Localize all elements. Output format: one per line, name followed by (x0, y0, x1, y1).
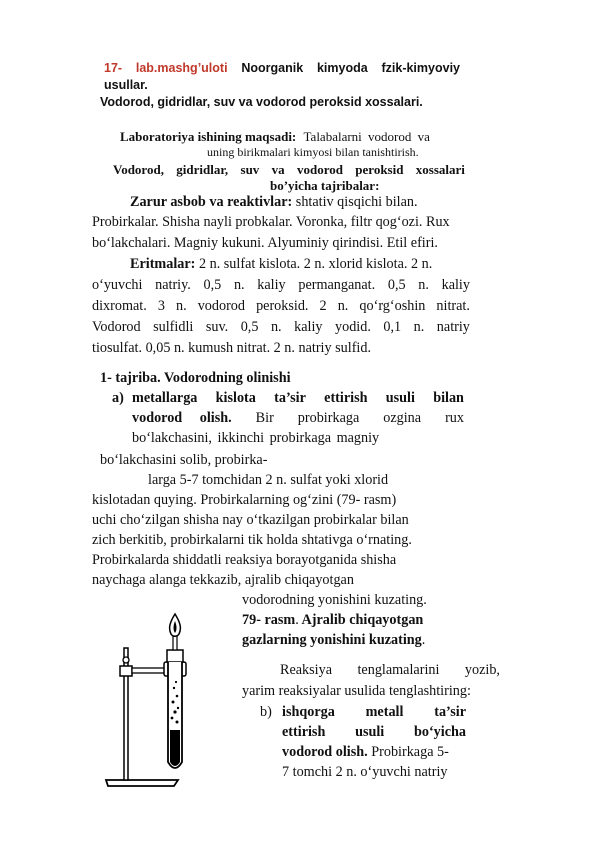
item-a-word: ozgina (383, 410, 422, 426)
figure-caption-1: 79- rasm. Ajralib chiqayotgan (242, 612, 424, 628)
equipment-line-1 (130, 194, 418, 211)
reagents-line-1 (130, 256, 432, 273)
item-a-line-3: bo‘lakchasini, ikkinchi probirkaga magniy (132, 430, 380, 446)
heading-word: vodorod (296, 162, 343, 177)
heading-word: gidridlar, (176, 162, 229, 177)
topic-word-1: Noorganik (241, 61, 304, 75)
reagent-word: natriy. (155, 277, 191, 293)
reagent-word: suv. (205, 319, 229, 335)
lab-label: lab.mashg’uloti (135, 61, 228, 75)
reaction-word: tenglamalarini (357, 662, 440, 678)
experiments-heading-line-1 (113, 161, 465, 178)
reagent-word: vodorod (197, 298, 245, 314)
experiment-1-heading: 1- tajriba. Vodorodning olinishi (100, 370, 291, 386)
reagents-label: Eritmalar: (130, 256, 196, 272)
heading-word: peroksid (355, 162, 404, 177)
reagent-word: 0,1 (383, 319, 402, 335)
item-a-word: Bir (255, 410, 274, 426)
item-a-line-1 (132, 390, 464, 407)
reagent-word: n. (413, 319, 425, 335)
equipment-label: Zarur asbob va reaktivlar: (130, 194, 293, 210)
reagent-word: n. (176, 298, 187, 314)
item-a-word: rux (445, 410, 464, 426)
topic-word-2: kimyoda (316, 61, 368, 75)
topic-word-3: fzik-kimyoviy (381, 61, 460, 75)
equipment-line-2: Probirkalar. Shisha nayli probkalar. Voronka, filtr qog‘ozi. Rux (92, 214, 450, 230)
exp1-line-4: bo‘lakchasini solib, probirka- (100, 452, 268, 468)
title-line (104, 60, 460, 77)
item-a-marker: a) (112, 390, 124, 406)
heading-word: va (271, 162, 285, 177)
item-a-word: ta’sir (274, 390, 306, 406)
item-b-word: ettirish (282, 724, 326, 740)
reagent-word: Vodorod (92, 319, 141, 335)
equipment-line-3: bo‘lakchalari. Magniy kukuni. Alyuminiy qirindisi. Etil efiri. (92, 235, 438, 251)
figure-label: 79- rasm (242, 612, 296, 628)
goal-label: Laboratoriya ishining maqsadi: (120, 129, 297, 144)
reagent-word: o‘yuvchi (92, 277, 143, 293)
exp1-line-6: kislotadan quying. Probirkalarning og‘zini (79- rasm) (92, 492, 397, 508)
reagent-word: n. (270, 319, 282, 335)
reagent-word: n. (337, 298, 349, 314)
heading-word: suv (240, 162, 260, 177)
reaction-word: Reaksiya (280, 662, 333, 678)
reagent-word: kaliy (441, 277, 470, 293)
goal-line-2: uning birikmalari kimyosi bilan tanishtirish. (207, 145, 419, 159)
item-b-marker: b) (260, 704, 272, 720)
goal-line-1 (120, 128, 430, 145)
item-b-bold: vodorod olish. (282, 744, 368, 760)
heading-word: xossalari (415, 162, 465, 177)
item-b-text: Probirkaga 5- (371, 744, 449, 760)
figure-caption-text-1: Ajralib chiqayotgan (301, 612, 424, 628)
clamp-arm (132, 668, 166, 673)
reagent-word: n. (418, 277, 429, 293)
clamp-boss (120, 666, 132, 676)
exp1-line-10: naychaga alanga tekkazib, ajralib chiqayotgan (92, 572, 354, 588)
reaction-line-1 (280, 662, 500, 679)
reagent-word: 0,5 (240, 319, 259, 335)
figure-caption-text-2: gazlarning yonishini kuzating (242, 632, 422, 648)
reagents-line-4 (92, 319, 470, 336)
reagent-word: 0,5 (203, 277, 222, 293)
item-a-line-2 (132, 410, 464, 427)
liquid (170, 730, 180, 766)
reagent-word: kaliy (294, 319, 323, 335)
item-b-word: metall (365, 704, 404, 720)
exp1-line-9: Probirkalarda shiddatli reaksiya borayotganida shisha (92, 552, 397, 568)
item-a-word: kislota (215, 390, 256, 406)
item-b-word: usuli (355, 724, 385, 740)
reagent-word: natriy (436, 319, 470, 335)
item-b-word: ishqorga (282, 704, 335, 720)
exp1-line-7: uchi cho‘zilgan shisha nay o‘tkazilgan probirkalar bilan (92, 512, 409, 528)
item-a-word: bilan (433, 390, 464, 406)
stopper (167, 650, 183, 662)
reagents-line-3 (92, 298, 470, 315)
reaction-word: yozib, (464, 662, 500, 678)
title-continuation: usullar. (104, 78, 148, 92)
reagent-word: n. (233, 277, 245, 293)
exp1-line-11: vodorodning yonishini kuzating. (242, 592, 427, 608)
item-b-line-2 (282, 724, 466, 741)
reagent-word: 3 (157, 298, 165, 314)
item-a-word: metallarga (132, 390, 198, 406)
item-a-bold: vodorod olish. (132, 410, 232, 426)
exp1-line-5: larga 5-7 tomchidan 2 n. sulfat yoki xlorid (148, 472, 389, 488)
item-a-word: probirkaga (297, 410, 360, 426)
item-b-word: ta’sir (434, 704, 466, 720)
glass-nozzle (173, 636, 177, 650)
reagent-word: 2 (319, 298, 327, 314)
lab-number: 17- (104, 61, 123, 75)
reagent-word: 0,5 (387, 277, 406, 293)
test-tube-stand-figure (100, 612, 220, 792)
reagents-line-2 (92, 277, 470, 294)
experiments-heading-line-2: bo’yicha tajribalar: (270, 178, 380, 193)
reagent-word: permanganat. (298, 277, 376, 293)
reagent-word: peroksid. (256, 298, 309, 314)
item-b-line-1 (282, 704, 466, 721)
stand-base (106, 780, 178, 786)
reagent-word: qo‘rg‘oshin (359, 298, 426, 314)
exp1-line-8: zich berkitib, probirkalarni tik holda shtativga o‘rnating. (92, 532, 412, 548)
item-b-line-3 (282, 744, 449, 761)
goal-text-1: Talabalarni vodorod va (303, 129, 430, 144)
reaction-line-2: yarim reaksiyalar usulida tenglashtiring: (242, 683, 471, 699)
item-a-word: ettirish (324, 390, 368, 406)
item-b-line-4: 7 tomchi 2 n. o‘yuvchi natriy (282, 764, 448, 780)
heading-word: Vodorod, (113, 162, 164, 177)
item-b-word: bo‘yicha (413, 724, 466, 740)
reagent-word: nitrat. (436, 298, 470, 314)
reagents-text-1: 2 n. sulfat kislota. 2 n. xlorid kislota. 2 n. (198, 256, 433, 272)
reagent-word: yodid. (335, 319, 371, 335)
equipment-text-1: shtativ qisqichi bilan. (295, 194, 418, 210)
reagent-word: dixromat. (92, 298, 147, 314)
reagent-word: sulfidli (153, 319, 194, 335)
figure-caption-2: gazlarning yonishini kuzating. (242, 632, 426, 648)
title-subtitle: Vodorod, gidridlar, suv va vodorod peroksid xossalari. (100, 95, 423, 109)
reagents-line-5: tiosulfat. 0,05 n. kumush nitrat. 2 n. natriy sulfid. (92, 340, 371, 356)
reagent-word: kaliy (257, 277, 286, 293)
item-a-word: usuli (385, 390, 415, 406)
